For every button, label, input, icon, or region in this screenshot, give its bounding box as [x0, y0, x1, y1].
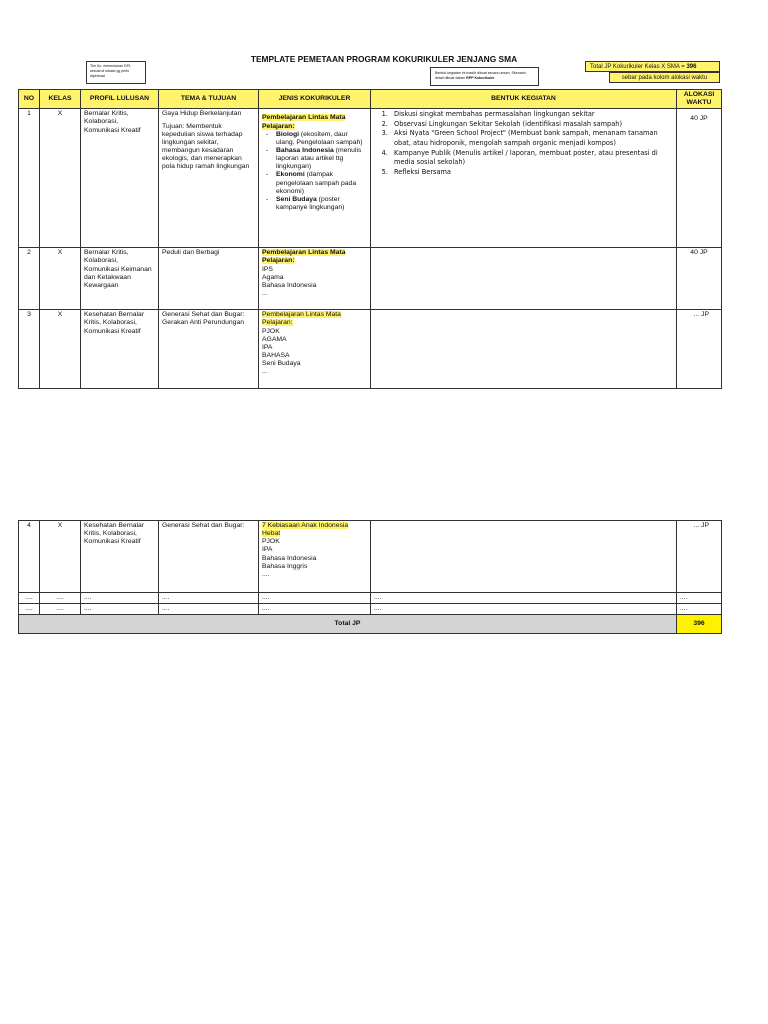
subject-name: Ekonomi — [276, 171, 305, 179]
subject-desc: (poster kampanye lingkungan) — [276, 195, 345, 212]
mapping-table — [18, 89, 722, 389]
note-bold-text: RPP Kokurikuler — [466, 76, 495, 81]
subject-list — [262, 131, 367, 213]
jenis-heading: Pembelajaran Lintas Mata Pelajaran: — [262, 311, 341, 327]
row-kelas: X — [40, 109, 81, 248]
list-item: 5. Refleksi Bersama — [390, 168, 673, 178]
subject-name: Bahasa Inggris — [262, 562, 308, 570]
row-alokasi: .... — [677, 604, 722, 615]
row-no: .... — [19, 604, 40, 615]
subject-name: PJOK — [262, 327, 280, 335]
subject-name: IPA — [262, 546, 273, 554]
jenis-heading: 7 Kebiasaan Anak Indonesia Hebat — [262, 522, 349, 538]
note-bentuk-kegiatan — [430, 67, 539, 86]
subject-name: AGAMA — [262, 335, 287, 343]
subject-name: Agama — [262, 273, 284, 281]
list-item — [266, 196, 367, 212]
row-alokasi: 40 JP — [677, 248, 722, 310]
row-kelas: X — [40, 310, 81, 389]
total-label: Total JP — [19, 615, 677, 634]
row-kelas: .... — [40, 604, 81, 615]
row-bentuk — [371, 521, 677, 593]
row-jenis — [259, 310, 371, 389]
row-tema: Generasi Sehat dan Bugar: Gerakan Anti Perundungan — [159, 310, 259, 389]
row-bentuk: .... — [371, 593, 677, 604]
subject-desc: (menulis laporan atau artikel ttg lingkungan) — [276, 147, 362, 171]
jenis-heading: Pembelajaran Lintas Mata Pelajaran: — [262, 114, 346, 130]
row-bentuk — [371, 310, 677, 389]
row-tema: Generasi Sehat dan Bugar: — [159, 521, 259, 593]
total-jp-value: 396 — [686, 64, 697, 70]
row-jenis — [259, 521, 371, 593]
subject-name: Seni Budaya — [262, 360, 301, 368]
row-tema: Peduli dan Berbagi — [159, 248, 259, 310]
row-tema — [159, 109, 259, 248]
subject-name: PJOK — [262, 538, 280, 546]
subject-name: .... — [262, 570, 270, 578]
header-bentuk: BENTUK KEGIATAN — [371, 90, 677, 109]
table-row — [19, 310, 722, 389]
list-item: 3. Aksi Nyata "Green School Project" (Membuat bank sampah, menanam tanaman obat, atau hidroponik, mengolah sampah organic menjadi kompos) — [390, 129, 673, 148]
row-bentuk: .... — [371, 604, 677, 615]
header-jenis: JENIS KOKURIKULER — [259, 90, 371, 109]
header-kelas: KELAS — [40, 90, 81, 109]
row-kelas: .... — [40, 593, 81, 604]
table-row — [19, 521, 722, 593]
header-tema: TEMA & TUJUAN — [159, 90, 259, 109]
subject-name: ... — [262, 368, 268, 376]
subject-name: Bahasa Indonesia — [276, 147, 334, 155]
jenis-heading: Pembelajaran Lintas Mata Pelajaran: — [262, 249, 346, 265]
row-jenis — [259, 109, 371, 248]
row-jenis — [259, 248, 371, 310]
row-no: 1 — [19, 109, 40, 248]
row-alokasi: ... JP — [677, 521, 722, 593]
row-tema: .... — [159, 604, 259, 615]
row-profil: .... — [81, 604, 159, 615]
list-item: 1. Diskusi singkat membahas permasalahan lingkungan sekitar — [390, 110, 673, 120]
list-item — [266, 131, 367, 147]
subject-name: BAHASA — [262, 352, 290, 360]
table-row — [19, 109, 722, 248]
row-no: 2 — [19, 248, 40, 310]
row-alokasi: .... — [677, 593, 722, 604]
row-alokasi: ... JP — [677, 310, 722, 389]
activity-list — [374, 110, 673, 177]
note-text: Bentuk kegiatan ini masih dibuat secara umum, Skenario detail dibuat dalam — [435, 71, 526, 81]
subject-name: IPS — [262, 265, 273, 273]
page-title: TEMPLATE PEMETAAN PROGRAM KOKURIKULER JENJANG SMA — [250, 54, 518, 64]
row-jenis: .... — [259, 604, 371, 615]
table-row — [19, 593, 722, 604]
row-kelas: X — [40, 521, 81, 593]
row-profil: Bernalar Kritis, Kolaborasi, Komunikasi Kreatif — [81, 109, 159, 248]
row-bentuk — [371, 109, 677, 248]
total-row — [19, 615, 722, 634]
total-jp-note — [585, 61, 720, 72]
note-dpl: Tim Ko, menentukan DPL sesuai di situasi yg perlu diperkuat — [86, 61, 146, 84]
row-no: 4 — [19, 521, 40, 593]
row-bentuk — [371, 248, 677, 310]
tema-title: Gaya Hidup Berkelanjutan — [162, 110, 242, 118]
subject-name: Bahasa Indonesia — [262, 281, 317, 289]
table-row — [19, 604, 722, 615]
tema-tujuan: Tujuan: Membentuk kepedulian siswa terhadap lingkungan sekitar, membangun kesadaran ekologis, dan menerapkan pola hidup ramah lingkungan — [162, 122, 250, 171]
total-value: 396 — [677, 615, 722, 634]
row-no: .... — [19, 593, 40, 604]
row-jenis: .... — [259, 593, 371, 604]
total-jp-label: Total JP Kokurikuler Kelas X SMA = — [590, 64, 687, 70]
row-profil: Bernalar Kritis, Kolaborasi, Komunikasi Keimanan dan Ketakwaan Kewargaan — [81, 248, 159, 310]
subject-name: Seni Budaya — [276, 195, 317, 203]
subject-name: IPA — [262, 343, 273, 351]
list-item — [266, 147, 367, 171]
subject-desc: (ekositem, daur ulang, Pengelolaan sampah) — [276, 130, 363, 146]
header-profil: PROFIL LULUSAN — [81, 90, 159, 109]
row-alokasi: 40 JP — [677, 109, 722, 248]
header-no: NO — [19, 90, 40, 109]
subject-name: Bahasa Indonesia — [262, 554, 317, 562]
list-item: 2. Observasi Lingkungan Sekitar Sekolah (identifikasi masalah sampah) — [390, 120, 673, 130]
row-kelas: X — [40, 248, 81, 310]
subject-desc: (dampak pengelolaan sampah pada ekonomi) — [276, 171, 357, 195]
list-item: 4. Kampanye Publik (Menulis artikel / laporan, membuat poster, atau presentasi di media sosial sekolah) — [390, 149, 673, 168]
mapping-table-continued — [18, 520, 722, 634]
subject-name: Biologi — [276, 130, 300, 138]
list-item — [266, 171, 367, 195]
row-profil: Kesehatan Bernalar Kritis, Kolaborasi, Komunikasi Kreatif — [81, 310, 159, 389]
table-row — [19, 248, 722, 310]
row-profil: .... — [81, 593, 159, 604]
subject-name: ... — [262, 290, 268, 298]
table-header-row — [19, 90, 722, 109]
spread-note: sebar pada kolom alokasi waktu — [609, 72, 720, 83]
row-tema: .... — [159, 593, 259, 604]
header-alokasi: ALOKASI WAKTU — [677, 90, 722, 109]
row-profil: Kesehatan Bernalar Kritis, Kolaborasi, Komunikasi Kreatif — [81, 521, 159, 593]
row-no: 3 — [19, 310, 40, 389]
